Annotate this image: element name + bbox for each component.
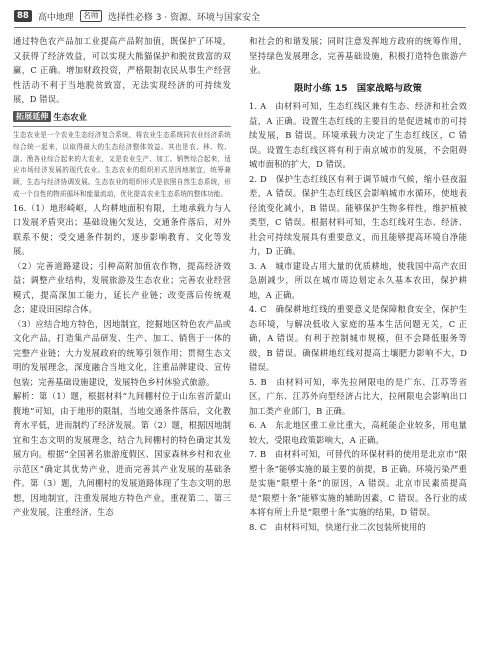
paragraph-continued: 通过特色农产品加工业提高产品附加值，既保护了环境，又获得了经济效益，可以实现大熊猫保护和脱贫致富的双赢，C 正确。增加财政投资，严格限制农民从事生产经营性活动不利于当地脱贫致富，无法实现经济的可持续发展，D 错误。	[13, 36, 231, 104]
extension-box-title	[13, 110, 231, 125]
answer-3: 3. A 城市建设占用大量的优质耕地，使我国中高产农田急剧减少，所以在城市周边划定永久基本农田，保护耕地，A 正确。	[249, 260, 467, 300]
answer-8: 8. C 由材料可知，快递行业二次包装所使用的	[249, 521, 426, 532]
page-header	[14, 8, 466, 24]
extension-heading: 生态农业	[53, 111, 87, 122]
analysis-paragraph: 解析：第（1）题，根据材料“九间棚村位于山东省沂蒙山腹地”可知，由于地形的限制，当地交通条件落后，文化教育水平低，进而制约了经济发展。第（2）题，根据因地制宜和生态文明的发展理念，结合九间棚村的特色确定其发展方向。根据“全国著名旅游度假区、国家森林乡村和农业示范区”确定其优势产业，进而完善其产业发展的基础条件。第（3）题，九间棚村的发展道路体现了生态文明的思想，因地制宜，注重发展地方特色产业，重视第二、第三产业发展，注重经济、生态	[13, 391, 231, 518]
page-number: 88	[14, 10, 32, 22]
answer-4: 4. C 确保耕地红线的重要意义是保障粮食安全，保护生态环境，与解决低收入家庭的基本生活问题无关，C 正确，A 错误。有利于控制城市规模，但不会降低服务等级，B 错误。确保耕地红线对提高土壤肥力影响不大，D 错误。	[249, 304, 467, 372]
answer-16-part-3: （3）应结合地方特色，因地制宜，挖掘地区特色农产品或文化产品，打造集产品研发、生产、加工、销售于一体的完整产业链；大力发展政府的统筹引领作用；贯彻生态文明的发展理念，深度融合当地文化，注重品牌建设、宣传包装；完善基础设施建设，发展特色乡村休验式旅游。	[13, 318, 231, 387]
extension-text: 生态农业是一个农业生态经济复合系统，将农业生态系统同农业经济系统综合统一起来，以取得最大的生态经济整体效益。其也是农、林、牧、副、渔各业综合起来的大农业，又是农业生产、加工、销售综合起来，适应市场经济发展的现代农业。生态农业的组织形式是因地制宜，统筹兼顾，生态与经济协调发展。生态农业的组织形式是依照自然生态系统，形成一个良性的物质循环和能量流动，优化提高农业生态系统的整体功能。	[13, 131, 231, 198]
answer-6: 6. A 东北地区重工业比重大，高耗能企业较多，用电量较大，受限电政策影响大，A 正确。	[249, 420, 467, 445]
analysis-continued: 和社会的和谐发展；同时注意发挥地方政府的统筹作用，坚持绿色发展理念，完善基础设施，积极打造特色旅游产业。	[249, 36, 467, 75]
section-title: 限时小练 15 国家战略与政策	[294, 82, 422, 94]
answer-16-part-2: （2）完善道路建设；引种高附加值农作物，提高经济效益；调整产业结构，发展旅游及生态农业；完善农业经营模式，提高深加工能力，延长产业链；改变落后传统观念；建设田园综合体。	[13, 260, 231, 315]
left-column	[13, 34, 231, 520]
subject-label: 高中地理	[37, 12, 74, 23]
brand-logo: 名师	[80, 10, 102, 22]
extension-tag: 拓展延伸	[13, 111, 51, 122]
answer-5: 5. B 由材料可知，率先拉闸限电的是广东、江苏等省区，广东、江苏外向型经济占比大，拉闸限电会影响出口加工类产业部门，B 正确。	[249, 376, 467, 416]
answer-16-part-1: 16.（1）地形崎岖，人均耕地面积有限，土地承载力与人口发展矛盾突出；基础设施欠发达，交通条件落后，对外联系不便；受交通条件制约，逐步影响教育、文化等发展。	[13, 202, 231, 257]
header-divider	[14, 27, 466, 28]
book-title: 选择性必修 3 · 资源、环境与国家安全	[107, 12, 261, 23]
answer-1: 1. A 由材料可知，生态红线区兼有生态、经济和社会效益，A 正确。设置生态红线的主要目的是促进城市的可持续发展，B 错误。环境承载力决定了生态红线区，C 错误。设置生态红线区将有利于南京城市的发展，不会阻碍城市面积的扩大，D 错误。	[249, 101, 467, 169]
extension-divider	[13, 126, 231, 127]
answer-7: 7. B 由材料可知，可替代的环保材料的使用是北京市“限塑十条”能够实施的最主要的前提，B 正确。环境污染严重是实施“限塑十条”的原因，A 错误。北京市民素质提高是“限塑十条”能够实施的辅助因素，C 错误。各行业的成本将有所上升是“限塑十条”实施的结果，D 错误。	[249, 449, 467, 517]
answer-2: 2. D 保护生态红线区有利于调节城市气候，缩小昼夜温差，A 错误。保护生态红线区会影响城市水循环，使地表径流变化减小，B 错误。能够保护生物多样性，维护植被类型，C 错误。根据材料可知，生态红线对生态、经济、社会可持续发展具有重要意义，而且能够提高环境自净能力，D 正确。	[249, 173, 467, 256]
right-column	[249, 34, 467, 534]
